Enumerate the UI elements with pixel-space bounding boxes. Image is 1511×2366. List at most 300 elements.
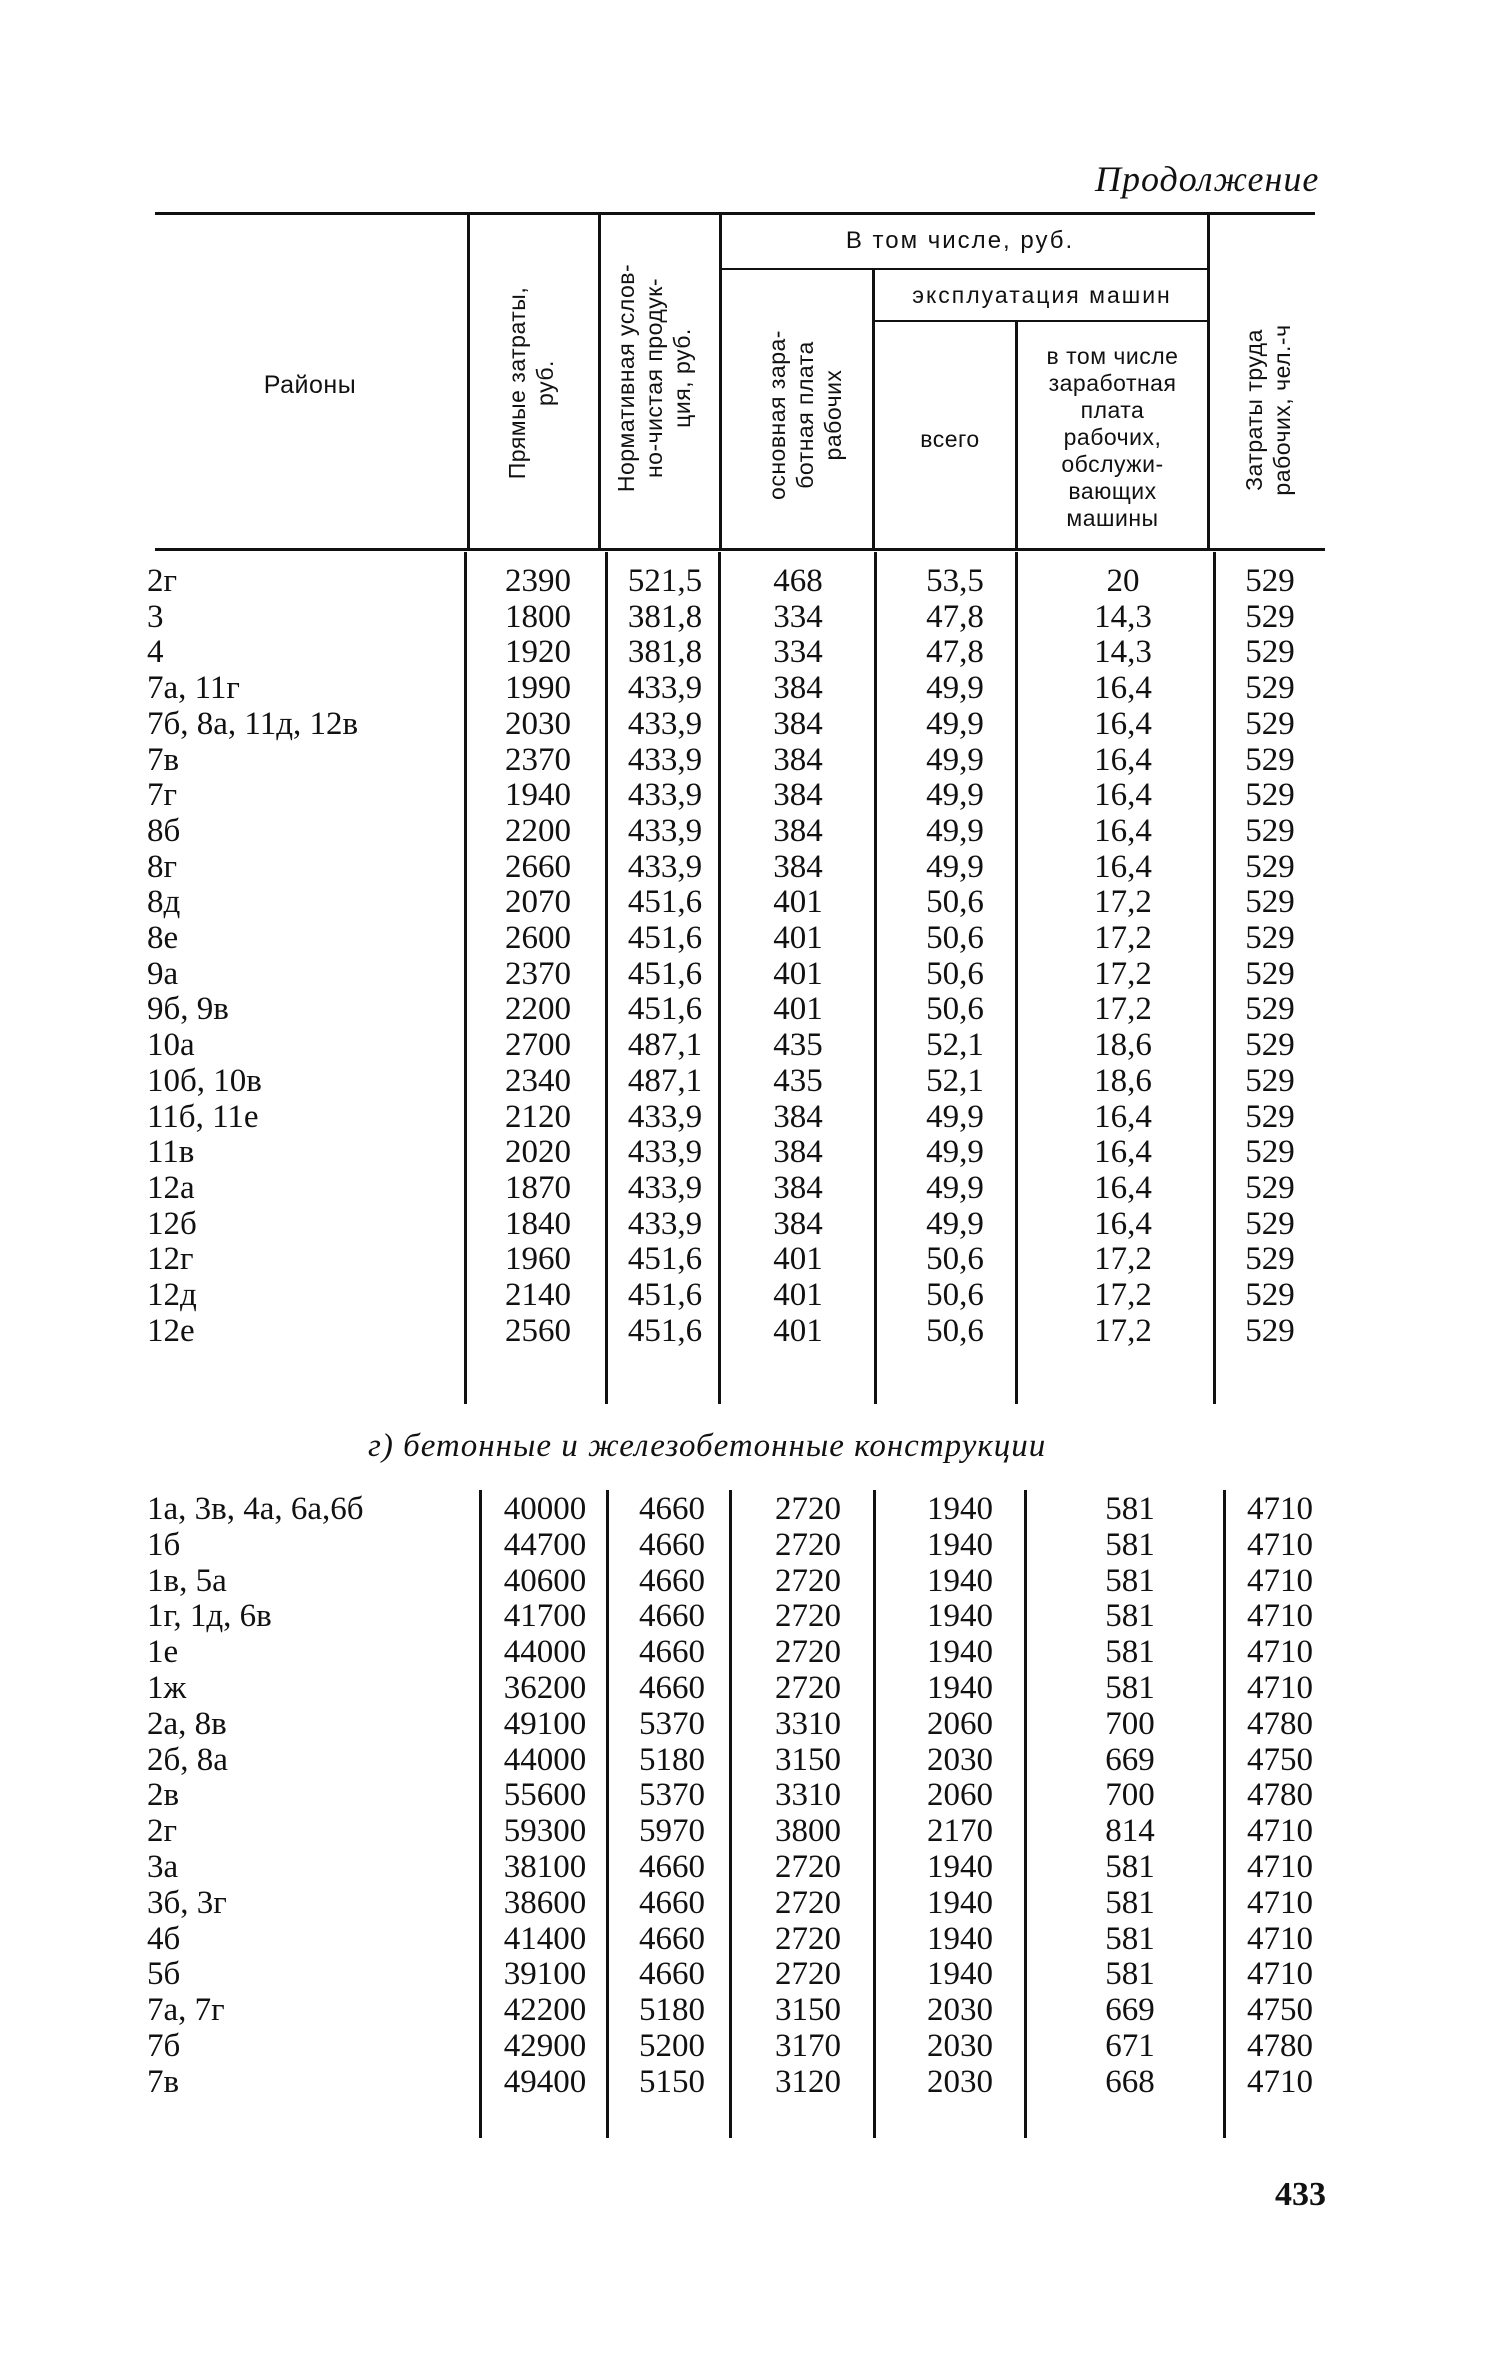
value-cell: 529 <box>1245 634 1295 671</box>
value-cell: 435 <box>773 1027 823 1064</box>
table-row <box>0 884 1400 920</box>
value-cell: 44000 <box>503 1634 587 1671</box>
value-cell: 529 <box>1245 670 1295 707</box>
value-cell: 2060 <box>927 1777 993 1814</box>
value-cell: 401 <box>773 920 823 956</box>
value-cell: 16,4 <box>1094 777 1152 814</box>
value-cell: 5200 <box>639 2028 705 2064</box>
district-cell: 9б, 9в <box>147 991 229 1028</box>
value-cell: 4710 <box>1247 1634 1313 1671</box>
value-cell: 2720 <box>775 1920 841 1957</box>
value-cell: 49,9 <box>926 1205 984 1242</box>
district-cell: 5б <box>147 1956 181 1993</box>
district-cell: 1ж <box>147 1670 187 1706</box>
district-cell: 2а, 8в <box>147 1705 227 1742</box>
district-cell: 8г <box>147 848 178 885</box>
value-cell: 4710 <box>1247 1849 1313 1885</box>
value-cell: 334 <box>773 598 823 635</box>
value-cell: 384 <box>773 812 823 849</box>
value-cell: 2700 <box>505 1027 571 1064</box>
district-cell: 9а <box>147 955 179 992</box>
value-cell: 384 <box>773 1098 823 1135</box>
value-cell: 4710 <box>1247 1884 1313 1921</box>
table-row <box>0 1706 1400 1742</box>
value-cell: 433,9 <box>627 848 703 885</box>
value-cell: 41700 <box>503 1598 587 1635</box>
value-cell: 433,9 <box>627 670 703 707</box>
value-cell: 3120 <box>775 2063 841 2100</box>
district-cell: 3б, 3г <box>147 1884 227 1921</box>
value-cell: 433,9 <box>627 1169 703 1206</box>
value-cell: 433,9 <box>627 705 703 742</box>
value-cell: 529 <box>1245 705 1295 742</box>
district-cell: 10а <box>147 1027 195 1064</box>
hdr-vline-3 <box>719 215 722 548</box>
page-number: 433 <box>1275 2176 1326 2213</box>
value-cell: 44700 <box>503 1526 587 1563</box>
table-row <box>0 599 1400 635</box>
table-row <box>0 1921 1400 1957</box>
value-cell: 401 <box>773 1277 823 1313</box>
value-cell: 1940 <box>927 1598 993 1635</box>
hdr-vline-5 <box>1015 322 1018 548</box>
value-cell: 4710 <box>1247 1920 1313 1957</box>
header-labor-costs: Затраты труда рабочих, чел.-ч <box>1241 324 1295 496</box>
value-cell: 1940 <box>927 1491 993 1527</box>
value-cell: 2030 <box>927 1741 993 1778</box>
value-cell: 47,8 <box>926 634 984 671</box>
value-cell: 2370 <box>505 741 571 778</box>
value-cell: 401 <box>773 955 823 992</box>
value-cell: 529 <box>1245 598 1295 635</box>
value-cell: 384 <box>773 705 823 742</box>
table-row <box>0 956 1400 992</box>
value-cell: 529 <box>1245 1169 1295 1206</box>
value-cell: 2030 <box>927 2063 993 2100</box>
header-including-rub: В том числе, руб. <box>845 227 1075 254</box>
value-cell: 433,9 <box>627 1098 703 1135</box>
district-cell: 12б <box>147 1205 197 1242</box>
value-cell: 5370 <box>639 1705 705 1742</box>
value-cell: 5370 <box>639 1777 705 1814</box>
value-cell: 17,2 <box>1094 991 1152 1028</box>
value-cell: 529 <box>1245 991 1295 1028</box>
hdr-vline-1 <box>467 215 470 548</box>
value-cell: 521,5 <box>627 563 703 599</box>
district-cell: 11б, 11е <box>147 1098 259 1135</box>
value-cell: 529 <box>1245 1312 1295 1349</box>
value-cell: 384 <box>773 670 823 707</box>
value-cell: 2030 <box>927 2028 993 2064</box>
district-cell: 3а <box>147 1849 179 1885</box>
value-cell: 671 <box>1105 2028 1155 2064</box>
value-cell: 3150 <box>775 1741 841 1778</box>
value-cell: 814 <box>1105 1813 1155 1850</box>
value-cell: 2030 <box>927 1992 993 2029</box>
value-cell: 4660 <box>639 1920 705 1957</box>
value-cell: 42200 <box>503 1992 587 2029</box>
value-cell: 18,6 <box>1094 1062 1152 1099</box>
value-cell: 1960 <box>505 1241 571 1278</box>
value-cell: 2720 <box>775 1956 841 1993</box>
value-cell: 4660 <box>639 1598 705 1635</box>
table-row <box>0 777 1400 813</box>
value-cell: 381,8 <box>627 598 703 635</box>
value-cell: 451,6 <box>627 991 703 1028</box>
table-row <box>0 1563 1400 1599</box>
header-total: всего <box>920 426 980 452</box>
value-cell: 668 <box>1105 2063 1155 2100</box>
value-cell: 1940 <box>927 1849 993 1885</box>
value-cell: 2140 <box>505 1277 571 1313</box>
district-cell: 8б <box>147 812 181 849</box>
value-cell: 2720 <box>775 1884 841 1921</box>
value-cell: 49100 <box>503 1705 587 1742</box>
value-cell: 581 <box>1105 1670 1155 1706</box>
value-cell: 49,9 <box>926 705 984 742</box>
district-cell: 12а <box>147 1169 195 1206</box>
value-cell: 581 <box>1105 1634 1155 1671</box>
hdr-vline-2 <box>598 215 601 548</box>
value-cell: 59300 <box>503 1813 587 1850</box>
value-cell: 36200 <box>503 1670 587 1706</box>
value-cell: 1940 <box>927 1670 993 1706</box>
value-cell: 17,2 <box>1094 920 1152 956</box>
value-cell: 2200 <box>505 991 571 1028</box>
table-row <box>0 1527 1400 1563</box>
value-cell: 581 <box>1105 1849 1155 1885</box>
value-cell: 529 <box>1245 848 1295 885</box>
table-row <box>0 1063 1400 1099</box>
value-cell: 581 <box>1105 1598 1155 1635</box>
district-cell: 2б, 8а <box>147 1741 228 1778</box>
value-cell: 55600 <box>503 1777 587 1814</box>
district-cell: 1е <box>147 1634 179 1671</box>
value-cell: 451,6 <box>627 920 703 956</box>
table-row <box>0 670 1400 706</box>
table-row <box>0 2028 1400 2064</box>
value-cell: 41400 <box>503 1920 587 1957</box>
value-cell: 39100 <box>503 1956 587 1993</box>
value-cell: 529 <box>1245 884 1295 921</box>
value-cell: 17,2 <box>1094 884 1152 921</box>
value-cell: 38600 <box>503 1884 587 1921</box>
value-cell: 529 <box>1245 1098 1295 1135</box>
district-cell: 12г <box>147 1241 194 1278</box>
value-cell: 53,5 <box>926 563 984 599</box>
value-cell: 529 <box>1245 1027 1295 1064</box>
value-cell: 2390 <box>505 563 571 599</box>
value-cell: 20 <box>1106 563 1140 599</box>
value-cell: 5150 <box>639 2063 705 2100</box>
value-cell: 1840 <box>505 1205 571 1242</box>
value-cell: 451,6 <box>627 1241 703 1278</box>
value-cell: 529 <box>1245 812 1295 849</box>
value-cell: 4780 <box>1247 1705 1313 1742</box>
district-cell: 3 <box>147 598 164 635</box>
value-cell: 433,9 <box>627 1134 703 1171</box>
value-cell: 2200 <box>505 812 571 849</box>
value-cell: 49,9 <box>926 1098 984 1135</box>
value-cell: 401 <box>773 991 823 1028</box>
value-cell: 581 <box>1105 1562 1155 1599</box>
value-cell: 4710 <box>1247 2063 1313 2100</box>
table-row <box>0 920 1400 956</box>
value-cell: 2720 <box>775 1849 841 1885</box>
table-row <box>0 742 1400 778</box>
value-cell: 4750 <box>1247 1992 1313 2029</box>
value-cell: 18,6 <box>1094 1027 1152 1064</box>
value-cell: 529 <box>1245 920 1295 956</box>
value-cell: 2370 <box>505 955 571 992</box>
value-cell: 5180 <box>639 1992 705 2029</box>
value-cell: 451,6 <box>627 1277 703 1313</box>
value-cell: 581 <box>1105 1526 1155 1563</box>
value-cell: 4710 <box>1247 1562 1313 1599</box>
district-cell: 7г <box>147 777 178 814</box>
value-cell: 529 <box>1245 777 1295 814</box>
value-cell: 384 <box>773 1205 823 1242</box>
value-cell: 4660 <box>639 1956 705 1993</box>
table-row <box>0 1992 1400 2028</box>
table-row <box>0 1027 1400 1063</box>
value-cell: 1940 <box>927 1956 993 1993</box>
value-cell: 4660 <box>639 1562 705 1599</box>
table-row <box>0 2064 1400 2100</box>
value-cell: 2070 <box>505 884 571 921</box>
value-cell: 2720 <box>775 1491 841 1527</box>
value-cell: 2660 <box>505 848 571 885</box>
value-cell: 433,9 <box>627 741 703 778</box>
value-cell: 529 <box>1245 1277 1295 1313</box>
value-cell: 2030 <box>505 705 571 742</box>
value-cell: 49,9 <box>926 848 984 885</box>
table-row <box>0 991 1400 1027</box>
header-incl-machine-wage: в том числе заработная плата рабочих, обслужи- вающих машины <box>1046 343 1179 531</box>
value-cell: 433,9 <box>627 777 703 814</box>
value-cell: 4710 <box>1247 1526 1313 1563</box>
value-cell: 4660 <box>639 1526 705 1563</box>
value-cell: 529 <box>1245 1134 1295 1171</box>
table-row <box>0 1777 1400 1813</box>
value-cell: 384 <box>773 848 823 885</box>
value-cell: 4660 <box>639 1670 705 1706</box>
value-cell: 451,6 <box>627 1312 703 1349</box>
value-cell: 401 <box>773 1241 823 1278</box>
table-row <box>0 1170 1400 1206</box>
value-cell: 49,9 <box>926 812 984 849</box>
value-cell: 16,4 <box>1094 812 1152 849</box>
table-top-rule <box>155 212 1315 215</box>
value-cell: 16,4 <box>1094 848 1152 885</box>
value-cell: 4660 <box>639 1849 705 1885</box>
value-cell: 16,4 <box>1094 705 1152 742</box>
value-cell: 669 <box>1105 1992 1155 2029</box>
value-cell: 1920 <box>505 634 571 671</box>
value-cell: 4780 <box>1247 2028 1313 2064</box>
value-cell: 1940 <box>505 777 571 814</box>
value-cell: 2600 <box>505 920 571 956</box>
value-cell: 384 <box>773 1134 823 1171</box>
value-cell: 2720 <box>775 1562 841 1599</box>
table-row <box>0 1742 1400 1778</box>
value-cell: 2720 <box>775 1526 841 1563</box>
district-cell: 12е <box>147 1312 195 1349</box>
value-cell: 468 <box>773 563 823 599</box>
district-cell: 7в <box>147 2063 180 2100</box>
value-cell: 1940 <box>927 1634 993 1671</box>
value-cell: 3310 <box>775 1705 841 1742</box>
table-row <box>0 706 1400 742</box>
value-cell: 16,4 <box>1094 1098 1152 1135</box>
table-row <box>0 1670 1400 1706</box>
value-cell: 49,9 <box>926 777 984 814</box>
value-cell: 38100 <box>503 1849 587 1885</box>
table-row <box>0 1849 1400 1885</box>
value-cell: 334 <box>773 634 823 671</box>
value-cell: 5180 <box>639 1741 705 1778</box>
value-cell: 16,4 <box>1094 1169 1152 1206</box>
district-cell: 11в <box>147 1134 195 1171</box>
value-cell: 401 <box>773 1312 823 1349</box>
value-cell: 49400 <box>503 2063 587 2100</box>
value-cell: 2020 <box>505 1134 571 1171</box>
district-cell: 1а, 3в, 4а, 6а,6б <box>147 1491 364 1527</box>
value-cell: 50,6 <box>926 920 984 956</box>
value-cell: 14,3 <box>1094 598 1152 635</box>
value-cell: 16,4 <box>1094 741 1152 778</box>
header-districts: Районы <box>263 371 357 399</box>
value-cell: 529 <box>1245 1062 1295 1099</box>
value-cell: 52,1 <box>926 1027 984 1064</box>
table-row <box>0 1277 1400 1313</box>
district-cell: 8е <box>147 920 179 956</box>
value-cell: 50,6 <box>926 1241 984 1278</box>
value-cell: 1990 <box>505 670 571 707</box>
value-cell: 50,6 <box>926 1312 984 1349</box>
district-cell: 1б <box>147 1526 181 1563</box>
district-cell: 12д <box>147 1277 197 1313</box>
value-cell: 2170 <box>927 1813 993 1850</box>
value-cell: 40000 <box>503 1491 587 1527</box>
value-cell: 529 <box>1245 741 1295 778</box>
value-cell: 581 <box>1105 1956 1155 1993</box>
value-cell: 16,4 <box>1094 1134 1152 1171</box>
table-row <box>0 1885 1400 1921</box>
value-cell: 4710 <box>1247 1598 1313 1635</box>
value-cell: 700 <box>1105 1777 1155 1814</box>
table-row <box>0 1598 1400 1634</box>
table-row <box>0 813 1400 849</box>
value-cell: 17,2 <box>1094 955 1152 992</box>
value-cell: 1940 <box>927 1920 993 1957</box>
district-cell: 10б, 10в <box>147 1062 262 1099</box>
value-cell: 4780 <box>1247 1777 1313 1814</box>
table-row <box>0 634 1400 670</box>
district-cell: 1в, 5а <box>147 1562 227 1599</box>
table-row <box>0 1134 1400 1170</box>
hdr-vline-6 <box>1207 215 1210 548</box>
district-cell: 2в <box>147 1777 180 1814</box>
table-row <box>0 1313 1400 1349</box>
value-cell: 50,6 <box>926 1277 984 1313</box>
value-cell: 435 <box>773 1062 823 1099</box>
district-cell: 2г <box>147 1813 178 1850</box>
hdr-vline-4 <box>872 270 875 548</box>
value-cell: 384 <box>773 741 823 778</box>
table-row <box>0 563 1400 599</box>
district-cell: 1г, 1д, 6в <box>147 1598 272 1635</box>
district-cell: 7а, 7г <box>147 1992 225 2029</box>
value-cell: 16,4 <box>1094 670 1152 707</box>
value-cell: 581 <box>1105 1884 1155 1921</box>
value-cell: 529 <box>1245 1241 1295 1278</box>
district-cell: 7в <box>147 741 180 778</box>
value-cell: 4660 <box>639 1491 705 1527</box>
value-cell: 1800 <box>505 598 571 635</box>
value-cell: 451,6 <box>627 955 703 992</box>
value-cell: 3150 <box>775 1992 841 2029</box>
value-cell: 17,2 <box>1094 1312 1152 1349</box>
table-row <box>0 1206 1400 1242</box>
value-cell: 4710 <box>1247 1491 1313 1527</box>
table-row <box>0 1241 1400 1277</box>
value-cell: 433,9 <box>627 812 703 849</box>
continuation-label: Продолжение <box>1095 159 1320 199</box>
value-cell: 3170 <box>775 2028 841 2064</box>
table-row <box>0 1099 1400 1135</box>
district-cell: 4б <box>147 1920 181 1957</box>
value-cell: 700 <box>1105 1705 1155 1742</box>
value-cell: 17,2 <box>1094 1241 1152 1278</box>
value-cell: 384 <box>773 1169 823 1206</box>
value-cell: 40600 <box>503 1562 587 1599</box>
value-cell: 529 <box>1245 1205 1295 1242</box>
value-cell: 4710 <box>1247 1813 1313 1850</box>
table-row <box>0 1634 1400 1670</box>
value-cell: 581 <box>1105 1920 1155 1957</box>
value-cell: 487,1 <box>627 1027 703 1064</box>
value-cell: 4660 <box>639 1884 705 1921</box>
value-cell: 4710 <box>1247 1956 1313 1993</box>
value-cell: 2720 <box>775 1598 841 1635</box>
header-direct-costs: Прямые затраты, руб. <box>504 286 558 480</box>
value-cell: 1940 <box>927 1884 993 1921</box>
value-cell: 3800 <box>775 1813 841 1850</box>
value-cell: 2120 <box>505 1098 571 1135</box>
value-cell: 49,9 <box>926 741 984 778</box>
value-cell: 4660 <box>639 1634 705 1671</box>
value-cell: 433,9 <box>627 1205 703 1242</box>
table-row <box>0 1813 1400 1849</box>
value-cell: 451,6 <box>627 884 703 921</box>
value-cell: 1940 <box>927 1526 993 1563</box>
district-cell: 2г <box>147 563 178 599</box>
value-cell: 50,6 <box>926 955 984 992</box>
value-cell: 44000 <box>503 1741 587 1778</box>
value-cell: 14,3 <box>1094 634 1152 671</box>
value-cell: 2340 <box>505 1062 571 1099</box>
value-cell: 47,8 <box>926 598 984 635</box>
value-cell: 5970 <box>639 1813 705 1850</box>
value-cell: 2720 <box>775 1634 841 1671</box>
value-cell: 384 <box>773 777 823 814</box>
value-cell: 669 <box>1105 1741 1155 1778</box>
value-cell: 50,6 <box>926 884 984 921</box>
value-cell: 42900 <box>503 2028 587 2064</box>
value-cell: 1940 <box>927 1562 993 1599</box>
district-cell: 7б, 8а, 11д, 12в <box>147 705 359 742</box>
